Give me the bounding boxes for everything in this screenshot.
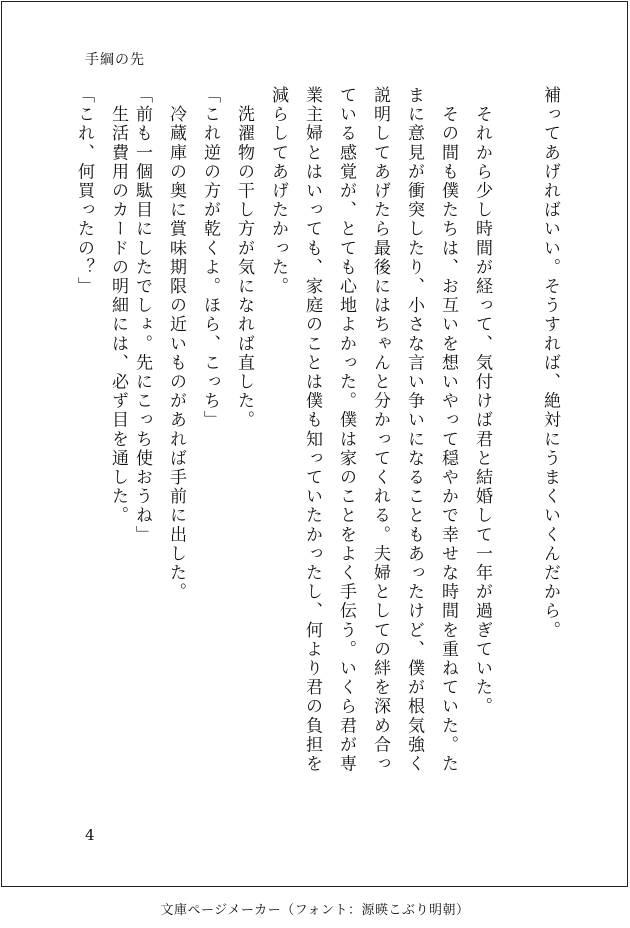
body-line-7: ている感覚が、とても心地よかった。僕は家のことをよく手伝う。いくら君が専 bbox=[336, 86, 356, 774]
body-line-13: 「前も一個駄目にしたでしょ。先にこっち使おうね」 bbox=[132, 86, 152, 545]
book-page bbox=[1, 1, 628, 887]
body-line-3: それから少し時間が経って、気付けば君と結婚して一年が過ぎていた。 bbox=[472, 86, 492, 717]
generator-credit: 文庫ページメーカー（フォント：源暎こぶり明朝） bbox=[160, 903, 470, 918]
body-line-11: 「これ逆の方が乾くよ。ほら、こっち」 bbox=[200, 86, 220, 430]
body-line-1: 補ってあげればいい。そうすれば、絶対にうまくいくんだから。 bbox=[540, 86, 560, 640]
page-number: 4 bbox=[85, 826, 95, 844]
body-line-6: 説明してあげたら最後にはちゃんと分かってくれる。夫婦としての絆を深め合っ bbox=[370, 86, 390, 774]
body-line-4: その間も僕たちは、お互いを想いやって穏やかで幸せな時間を重ねていた。た bbox=[438, 86, 458, 774]
body-line-5: まに意見が衝突したり、小さな言い争いになることもあったけど、僕が根気強く bbox=[404, 86, 424, 774]
body-line-9: 減らしてあげたかった。 bbox=[268, 86, 288, 297]
body-line-10: 洗濯物の干し方が気になれば直した。 bbox=[234, 86, 254, 430]
body-line-15: 「これ、何買ったの？」 bbox=[74, 86, 94, 297]
body-line-8: 業主婦とはいっても、家庭のことは僕も知っていたかったし、何より君の負担を bbox=[302, 86, 322, 774]
body-line-12: 冷蔵庫の奥に賞味期限の近いものがあれば手前に出した。 bbox=[166, 86, 186, 602]
running-head-title: 手綱の先 bbox=[85, 52, 145, 68]
body-line-14: 生活費用のカードの明細には、必ず目を通した。 bbox=[108, 86, 128, 526]
